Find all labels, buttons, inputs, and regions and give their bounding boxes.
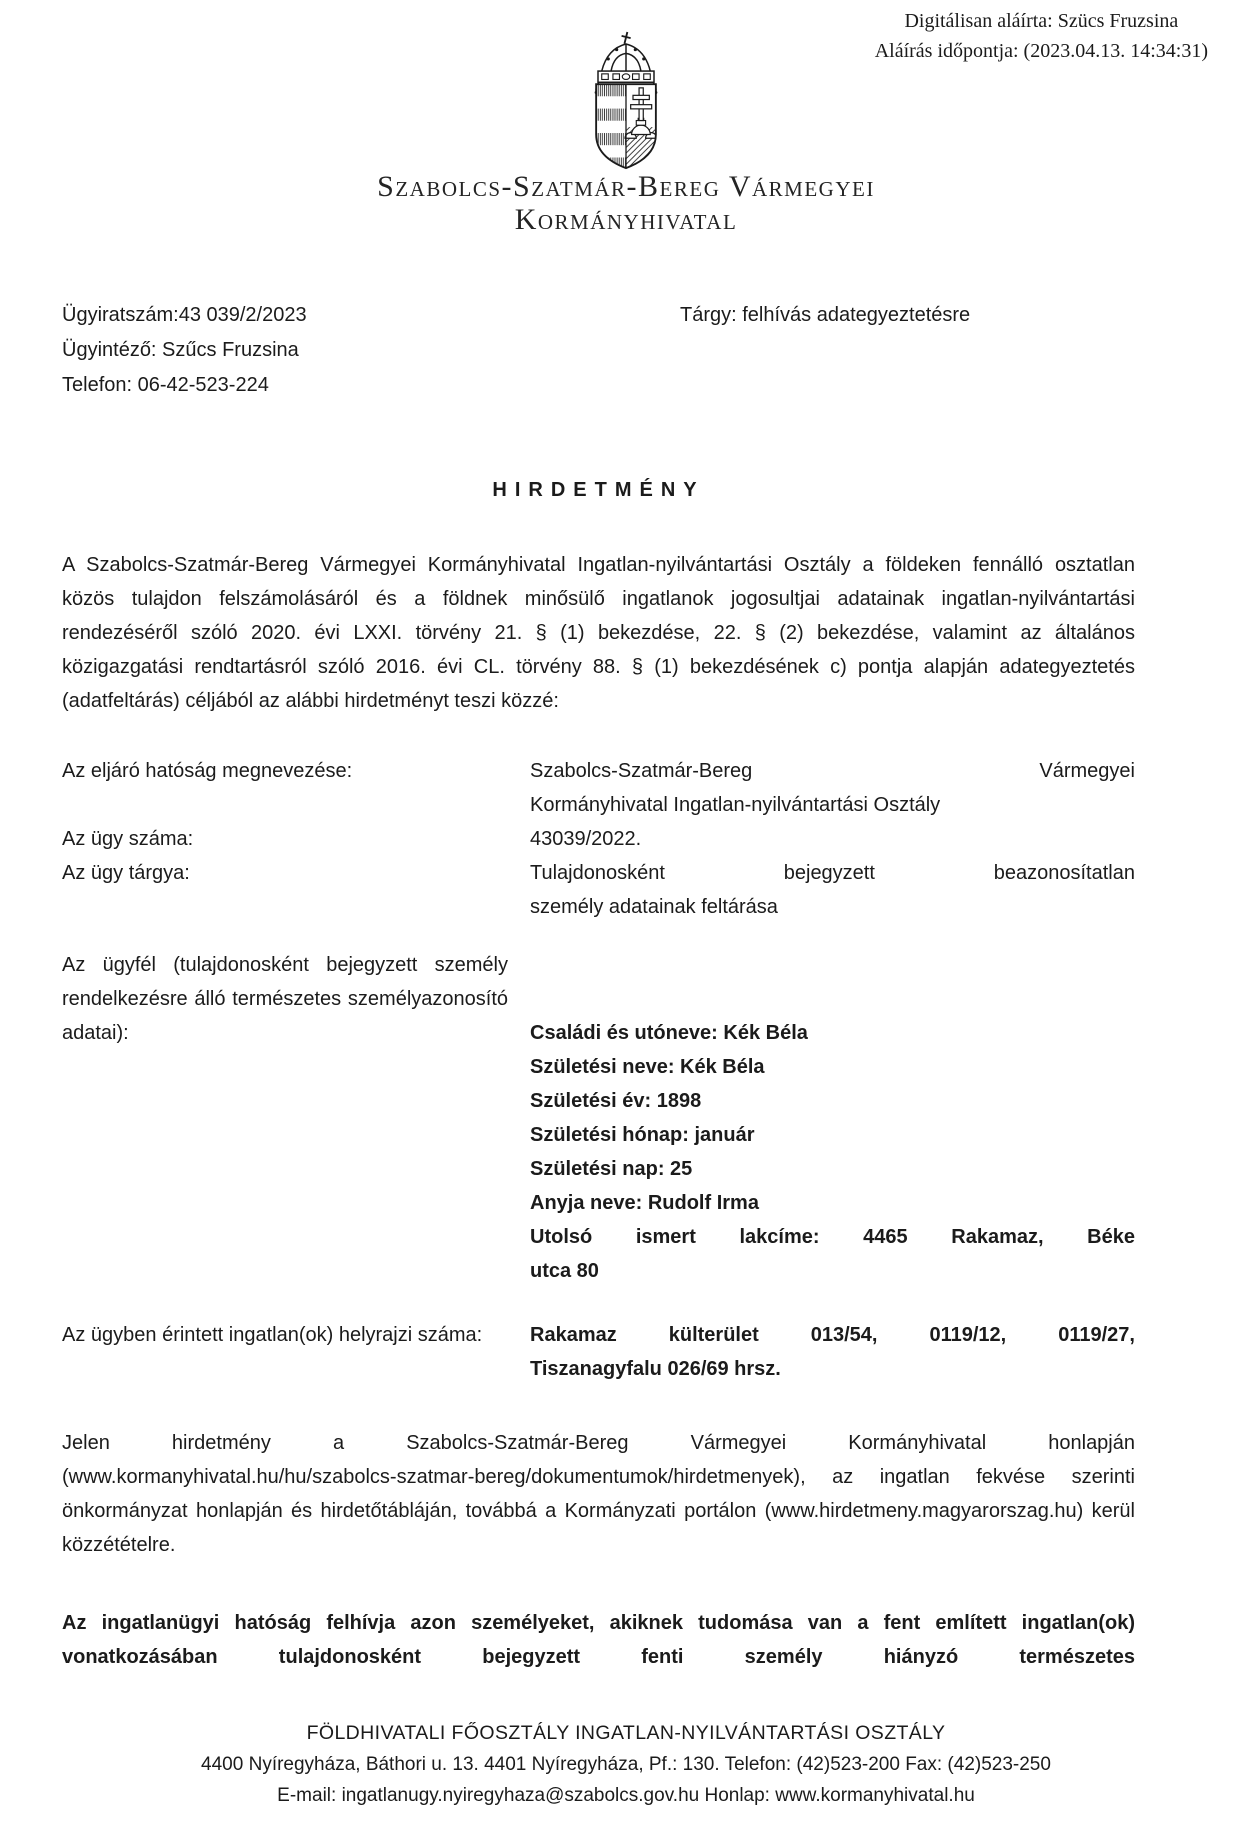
notice-paragraph: Az ingatlanügyi hatóság felhívja azon személyeket, akiknek tudomása van a fent említett ingatlan(ok) vonatkozásában tulajdonosként bejegyzett fenti személy hiányzó természetes xyxy=(62,1612,1135,1668)
footer-address: 4400 Nyíregyháza, Báthori u. 13. 4401 Nyíregyháza, Pf.: 130. Telefon: (42)523-200 Fax: (42)523-250 xyxy=(201,1754,1051,1775)
parcels-value-line2: Tiszanagyfalu 026/69 hrsz. xyxy=(530,1358,781,1380)
reference-row xyxy=(62,298,1135,403)
org-name-line2: Kormányhivatal xyxy=(514,203,738,236)
footer-contact: E-mail: ingatlanugy.nyiregyhaza@szabolcs.gov.hu Honlap: www.kormanyhivatal.hu xyxy=(277,1785,975,1806)
parcels-label: Az ügyben érintett ingatlan(ok) helyrajzi száma: xyxy=(62,1324,483,1346)
subject-line: Tárgy: felhívás adategyeztetésre xyxy=(680,304,971,326)
case-subject-row xyxy=(62,856,1135,924)
client-birth-month: Születési hónap: január xyxy=(530,1124,755,1146)
org-name xyxy=(0,170,1252,236)
page-footer xyxy=(0,1718,1252,1811)
document-title: HIRDETMÉNY xyxy=(492,479,705,501)
client-data-block xyxy=(530,1016,1135,1288)
reference-block xyxy=(62,298,307,403)
case-number-label: Az ügy száma: xyxy=(62,828,194,850)
authority-value xyxy=(530,754,1135,822)
case-number-row xyxy=(62,822,1135,856)
parcels-value-line1: Rakamaz külterület 013/54, 0119/12, 0119/27, xyxy=(530,1324,1135,1346)
footer-department: FÖLDHIVATALI FŐOSZTÁLY INGATLAN-NYILVÁNTARTÁSI OSZTÁLY xyxy=(306,1722,946,1744)
client-mother-name: Anyja neve: Rudolf Irma xyxy=(530,1192,759,1214)
digital-signature-block xyxy=(875,6,1208,66)
clerk-phone: Telefon: 06-42-523-224 xyxy=(62,374,269,396)
case-subject-value xyxy=(530,856,1135,924)
signature-timestamp: Aláírás időpontja: (2023.04.13. 14:34:31) xyxy=(874,40,1208,62)
client-address-line1: Utolsó ismert lakcíme: 4465 Rakamaz, Béke xyxy=(530,1226,1135,1248)
case-subject-label: Az ügy tárgya: xyxy=(62,862,190,884)
signature-signer: Digitálisan aláírta: Szücs Fruzsina xyxy=(904,10,1179,32)
authority-value-line2: Kormányhivatal Ingatlan-nyilvántartási Osztály xyxy=(530,794,941,816)
parcels-value xyxy=(530,1318,1135,1386)
case-details xyxy=(62,754,1135,1386)
authority-label: Az eljáró hatóság megnevezése: xyxy=(62,760,353,782)
client-full-name: Családi és utóneve: Kék Béla xyxy=(530,1022,808,1044)
file-number: Ügyiratszám:43 039/2/2023 xyxy=(62,304,307,326)
authority-row xyxy=(62,754,1135,822)
client-row xyxy=(62,948,1135,1288)
case-number-value: 43039/2022. xyxy=(530,828,642,850)
org-name-line1: Szabolcs-Szatmár-Bereg Vármegyei xyxy=(377,170,875,203)
client-address-line2: utca 80 xyxy=(530,1260,599,1282)
authority-value-line1: Szabolcs-Szatmár-Bereg Vármegyei xyxy=(530,760,1135,782)
client-label: Az ügyfél (tulajdonosként bejegyzett személy rendelkezésre álló természetes személyazonosító adatai): xyxy=(62,954,508,1044)
intro-paragraph: A Szabolcs-Szatmár-Bereg Vármegyei Kormányhivatal Ingatlan-nyilvántartási Osztály a földeken fennálló osztatlan közös tulajdon felszámolásáról és a földnek minősülő ingatlanok jogosultjai adatainak ingatlan-nyilvántartási rendezéséről szóló 2020. évi LXXI. törvény 21. § (1) bekezdése, 22. § (2) bekezdése, valamint az általános közigazgatási rendtartásról szóló 2016. évi CL. törvény 88. § (1) bekezdésének c) pontja alapján adategyeztetés (adatfeltárás) céljából az alábbi hirdetményt teszi közzé: xyxy=(62,554,1135,712)
hungarian-coat-of-arms-icon xyxy=(570,30,682,170)
case-subject-value-line1: Tulajdonosként bejegyzett beazonosítatlan xyxy=(530,862,1135,884)
parcels-row xyxy=(62,1318,1135,1386)
publication-paragraph: Jelen hirdetmény a Szabolcs-Szatmár-Bereg Vármegyei Kormányhivatal honlapján (www.kormanyhivatal.hu/hu/szabolcs-szatmar-bereg/dokumentumok/hirdetmenyek), az ingatlan fekvése szerinti önkormányzat honlapján és hirdetőtábláján, továbbá a Kormányzati portálon (www.hirdetmeny.magyarorszag.hu) kerül közzétételre. xyxy=(62,1432,1135,1556)
client-birth-name: Születési neve: Kék Béla xyxy=(530,1056,765,1078)
case-subject-value-line2: személy adatainak feltárása xyxy=(530,896,778,918)
clerk-name: Ügyintéző: Szűcs Fruzsina xyxy=(62,339,299,361)
client-birth-year: Születési év: 1898 xyxy=(530,1090,702,1112)
client-birth-day: Születési nap: 25 xyxy=(530,1158,693,1180)
